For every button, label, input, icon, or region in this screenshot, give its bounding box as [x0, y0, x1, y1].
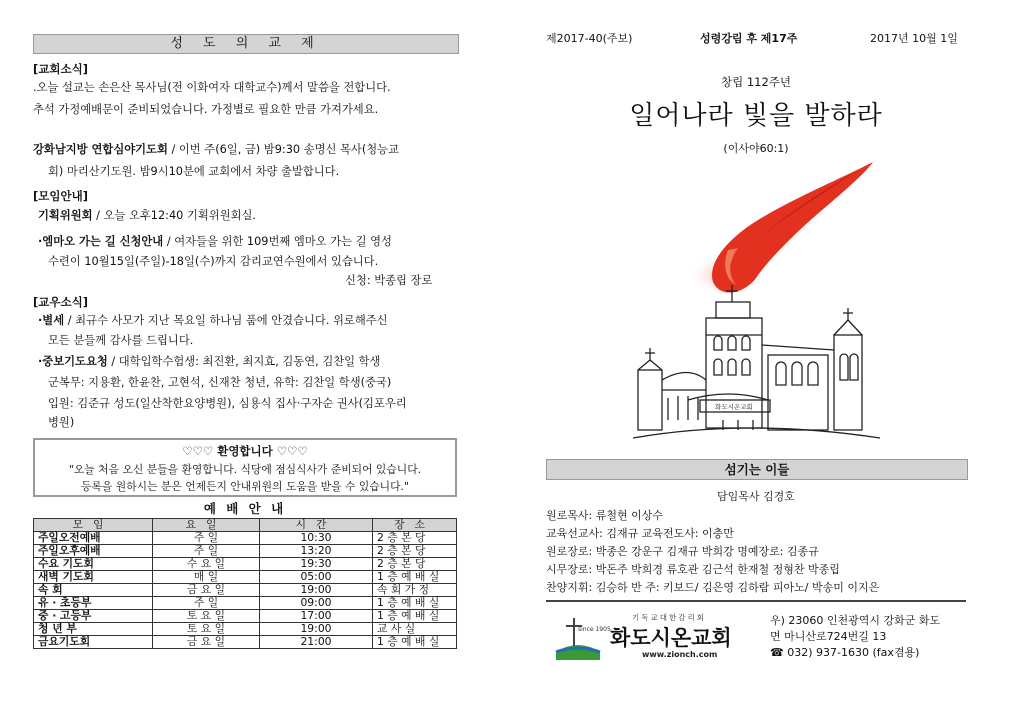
meeting-item	[38, 206, 256, 225]
item-text: / 대학입학수험생: 최진환, 최지효, 김동연, 김찬일 학생	[107, 355, 381, 368]
staff-line: 교육선교사: 김재규 교육전도사: 이충만	[546, 527, 734, 540]
table-row	[34, 597, 457, 610]
meeting-title: [모임안내]	[33, 189, 88, 203]
meeting-item-cont: 수련이 10월15일(주일)-18일(수)까지 감리교연수원에서 있습니다.	[48, 255, 379, 268]
members-title: [교우소식]	[33, 295, 88, 309]
members-item	[38, 352, 380, 371]
welcome-box	[33, 438, 457, 497]
col-header: 시간	[260, 519, 373, 532]
logo-denomination: 기독교대한감리회	[632, 613, 706, 622]
logo-name: 화도시온교회	[610, 626, 732, 650]
cell-meeting: 주일오후예배	[34, 545, 153, 558]
cell-time: 05:00	[260, 571, 373, 584]
logo-emblem-icon	[552, 612, 604, 664]
church-logo	[552, 610, 762, 670]
cell-time: 10:30	[260, 532, 373, 545]
worship-table	[33, 518, 457, 649]
table-row	[34, 636, 457, 649]
cell-day: 금 요 일	[153, 636, 260, 649]
church-news-item	[33, 140, 399, 159]
cell-day: 수 요 일	[153, 558, 260, 571]
cell-meeting: 중 · 고등부	[34, 610, 153, 623]
item-bold: 강화남지방 연합심야기도회	[33, 143, 168, 156]
address-line: 우) 23060 인천광역시 강화군 화도	[770, 614, 941, 627]
address-line: 면 마니산로724번길 13	[770, 630, 887, 643]
phone: ☎ 032) 937-1630 (fax겸용)	[770, 646, 920, 659]
staff-line: 원로장로: 박종은 강운구 김재규 박희강 명예장로: 김종규	[546, 545, 819, 558]
staff-line: 찬양지휘: 김승하 반 주: 키보드/ 김은영 김하람 피아노/ 박송미 이지은	[546, 581, 880, 594]
cell-day: 주 일	[153, 545, 260, 558]
members-item-cont: 병원)	[48, 416, 75, 429]
logo-url[interactable]: www.zionch.com	[642, 650, 718, 659]
liturgical-season: 성령강림 후 제17주	[700, 32, 798, 45]
bible-verse: (이사야60:1)	[723, 142, 789, 155]
cell-day: 매 일	[153, 571, 260, 584]
members-item-cont: 군복무: 지용환, 한윤찬, 고현석, 신재찬 청년, 유학: 김찬일 학생(중국)	[48, 376, 392, 389]
cell-place: 1 층 예 배 실	[373, 610, 457, 623]
headline: 일어나라 빛을 발하라	[629, 101, 883, 131]
staff-line: 원로목사: 류철현 이상수	[546, 509, 663, 522]
cell-time: 13:20	[260, 545, 373, 558]
church-news-item-cont: 회) 마리산기도원. 밤9시10분에 교회에서 차량 출발합니다.	[48, 165, 340, 178]
col-header: 장소	[373, 519, 457, 532]
fellowship-header: 성 도 의 교 제	[33, 34, 459, 54]
item-text: / 여자들을 위한 109번째 엠마오 가는 길 영성	[163, 235, 392, 248]
welcome-line: "오늘 처음 오신 분들을 환영합니다. 식당에 점심식사가 준비되어 있습니다.	[68, 463, 422, 476]
cell-time: 21:00	[260, 636, 373, 649]
church-flame-illustration	[628, 150, 888, 450]
cell-meeting: 새벽 기도회	[34, 571, 153, 584]
church-news-line: 추석 가정예배문이 준비되었습니다. 가정별로 필요한 만큼 가져가세요.	[33, 103, 379, 116]
church-drawing	[633, 285, 880, 438]
members-item	[38, 311, 388, 330]
cell-meeting: 금요기도회	[34, 636, 153, 649]
meeting-item	[38, 232, 392, 251]
table-row	[34, 623, 457, 636]
item-text: / 오늘 오후12:40 기획위원회실.	[92, 209, 257, 222]
cell-place: 2 층 본 당	[373, 558, 457, 571]
cell-place: 2 층 본 당	[373, 545, 457, 558]
welcome-title: ♡♡♡ 환영합니다 ♡♡♡	[182, 444, 308, 458]
cell-day: 토 요 일	[153, 610, 260, 623]
divider	[546, 600, 966, 602]
cell-place: 1 층 예 배 실	[373, 636, 457, 649]
cell-meeting: 속 회	[34, 584, 153, 597]
members-item-cont: 입원: 김준규 성도(일산착한요양병원), 심용식 집사·구자순 권사(김포우리	[48, 397, 407, 410]
item-bold: ·별세	[38, 314, 65, 327]
cell-day: 토 요 일	[153, 623, 260, 636]
logo-since: since 1905	[578, 626, 611, 633]
cell-place: 1 층 예 배 실	[373, 597, 457, 610]
church-news-line: .오늘 설교는 손은산 목사님(전 이화여자 대학교수)께서 말씀을 전합니다.	[33, 81, 391, 94]
church-news-title: [교회소식]	[33, 62, 88, 76]
cell-place: 속 회 가 정	[373, 584, 457, 597]
cell-time: 17:00	[260, 610, 373, 623]
item-bold: ·엠마오 가는 길 신청안내	[38, 235, 164, 248]
item-text: / 이번 주(6일, 금) 밤9:30 송명신 목사(청능교	[167, 143, 399, 156]
cell-place: 교 사 실	[373, 623, 457, 636]
flame-icon	[688, 162, 873, 297]
item-text: / 최규수 사모가 지난 목요일 하나님 품에 안겼습니다. 위로해주신	[64, 314, 388, 327]
table-header-row	[34, 519, 457, 532]
cell-day: 주 일	[153, 597, 260, 610]
item-bold: ·중보기도요청	[38, 355, 108, 368]
col-header: 모임	[34, 519, 153, 532]
table-row	[34, 558, 457, 571]
cell-time: 19:00	[260, 623, 373, 636]
cell-day: 주 일	[153, 532, 260, 545]
members-item-cont: 모든 분들께 감사를 드립니다.	[48, 334, 194, 347]
bulletin-date: 2017년 10월 1일	[870, 32, 958, 45]
worship-title: 예 배 안 내	[203, 501, 287, 516]
table-row	[34, 532, 457, 545]
table-row	[34, 584, 457, 597]
cell-day: 금 요 일	[153, 584, 260, 597]
cell-meeting: 유 · 초등부	[34, 597, 153, 610]
church-sign: 화도시온교회	[715, 403, 753, 411]
table-row	[34, 545, 457, 558]
cell-time: 19:00	[260, 584, 373, 597]
servants-header: 섬기는 이들	[546, 459, 968, 480]
item-bold: 기획위원회	[38, 209, 93, 222]
table-row	[34, 610, 457, 623]
cell-meeting: 수요 기도회	[34, 558, 153, 571]
cell-time: 09:00	[260, 597, 373, 610]
anniversary: 창립 112주년	[720, 75, 792, 89]
meeting-signup: 신청: 박종립 장로	[345, 274, 433, 287]
col-header: 요일	[153, 519, 260, 532]
cell-meeting: 청 년 부	[34, 623, 153, 636]
staff-line: 시무장로: 박돈주 박희경 류호관 김근석 한재철 정형찬 박종립	[546, 563, 840, 576]
cell-meeting: 주일오전예배	[34, 532, 153, 545]
issue-number: 제2017-40(주보)	[546, 32, 633, 45]
cell-place: 2 층 본 당	[373, 532, 457, 545]
cell-place: 1 층 예 배 실	[373, 571, 457, 584]
senior-pastor: 담임목사 김경호	[717, 490, 795, 503]
welcome-line: 등록을 원하시는 분은 언제든지 안내위원의 도움을 받을 수 있습니다."	[81, 480, 409, 493]
table-row	[34, 571, 457, 584]
cell-time: 19:30	[260, 558, 373, 571]
